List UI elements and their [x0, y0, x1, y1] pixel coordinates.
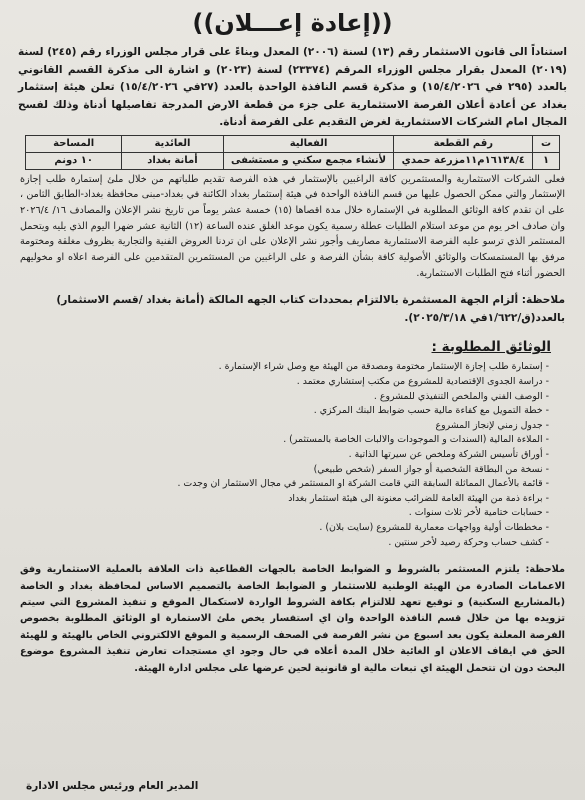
cell-plot-number: ١٦١٣٨/٤م١١مزرعة حمدي: [394, 152, 533, 169]
list-item: - دراسة الجدوى الإقتصادية للمشروع من مكتب إستشاري معتمد .: [296, 376, 549, 388]
note-owner-constraints: ملاحظة: ألزام الجهة المستثمرة بالالتزام بمحددات كتاب الجهه المالكة (أمانة بغداد /قسم الاستثمار) بالعدد(ق/١/٦٢٢في ٢٠٢٥/٣/١٨).: [56, 294, 565, 325]
list-item: - قائمة بالأعمال المماثلة السابقة التي قامت الشركة او المستثمر في مجال الاستثمار ان وجدت .: [177, 478, 549, 490]
cell-index: ١: [533, 152, 560, 169]
list-item: - مخططات أولية وواجهات معمارية للمشروع (سايت بلان) .: [319, 521, 549, 533]
list-item: - أوراق تأسيس الشركة وملخص عن سيرتها الذاتية .: [348, 448, 549, 460]
table-row: [26, 152, 560, 169]
table-header-row: [26, 135, 560, 152]
list-item: - حسابات ختامية لأخر ثلاث سنوات .: [408, 507, 549, 519]
page-title: ((إعادة إعـــلان)): [192, 9, 393, 37]
list-item: - براءة ذمة من الهيئة العامة للضرائب معنونة الى هيئة استثمار بغداد: [288, 492, 549, 504]
list-item: - خطة التمويل مع كفاءة مالية حسب ضوابط البنك المركزي .: [313, 405, 549, 417]
body-paragraph: فعلى الشركات الاستثمارية والمستثمرين كافة الراغبين بالإستثمار في هذه الفرصة تقديم طلباتهم من خلال ملئ إستمارة طلب إجازة الإستثمار والتي ممكن الحصول عليها من قسم النافذة الواحدة في هيئة إستثمار بغداد الكائنة في بغداد-مبنى محافظة بغداد-الطابق الثامن ، على ان تقدم كافة الوثائق المطلوبة في الإستمارة خلال مدة اقصاها (١٥) خمسة عشر يوماً من تاريخ نشر الإعلان والمصادف ١٦/ ٢٠٢٦/٤ وان صادف اخر يوم من موعد استلام الطلبات عطلة رسمية يكون موعد الغلق عنده الساعة (١٢) الثانية عشر ضهرا اليوم الذي يليه ويتحمل المستثمر الذي ترسو عليه الفرصة الاستثمارية مصاريف وأجور نشر الإعلان على ان تردنا العروض الفنية والتجارية بظروف مغلقة ومختومة مرفق بها المستمسكات والوثائق الأصولية كافة بشأن الفرصة و على الراغبين من المستثمرين المتقدمين على الفرصة اعلاه او مخوليهم الحضور أثناء فتح الطلبات الاستثمارية.: [20, 173, 565, 279]
list-item: - جدول زمني لإنجاز المشروع: [435, 419, 549, 431]
col-header-index: ت: [533, 135, 560, 152]
list-item: - الملاءة المالية (السندات و الموجودات والالبات الخاصة بالمستثمر) .: [283, 434, 549, 446]
documents-list: [14, 360, 571, 550]
signature-block: المدير العام ورئيس مجلس الادارة: [26, 780, 199, 792]
intro-paragraph: استناداً الى قانون الاستثمار رقم (١٣) لسنة (٢٠٠٦) المعدل وبناءً على قرار مجلس الوزراء رقم (٢٤٥) لسنة (٢٠١٩) المعدل بقرار مجلس الوزراء المرقم (٢٣٣٧٤) لسنة (٢٠٢٣) و اشارة الى مذكرة القسم القانوني بالعدد (٢٩٥ في ١٥/٤/٢٠٢٦) و مذكرة قسم النافذة الواحدة بالعدد (٢٧في ١٥/٤/٢٠٢٦) تعلن هيئة إستثمار بغداد عن أعادة أعلان الفرصة الاستثمارية على جزء من قطعة الارض المدرجة تفاصيلها أدناة وذلك لفسح المجال امام الشركات الاستثمارية لغرض التقديم على الفرصة أدناة.: [18, 46, 567, 128]
list-item: - الوصف الفني والملخص التنفيذي للمشروع .: [373, 390, 549, 402]
list-item: - كشف حساب وحركة رصيد لأخر سنتين .: [388, 536, 549, 548]
cell-area: ١٠ دونم: [26, 152, 122, 169]
col-header-activity: الفعالية: [223, 135, 394, 152]
col-header-area: المساحة: [26, 135, 122, 152]
land-plot-table: [25, 135, 560, 170]
cell-ownership: أمانة بغداد: [122, 152, 223, 169]
documents-title: الوثائق المطلوبة :: [431, 339, 551, 356]
list-item: - نسخة من البطاقة الشخصية أو جواز السفر (شخص طبيعي): [313, 463, 549, 475]
col-header-plot-number: رقم القطعة: [394, 135, 533, 152]
note-investor-obligations: ملاحظة: يلتزم المستثمر بالشروط و الضوابط الخاصة بالجهات القطاعية ذات العلاقة بالعملية الاستثمارية وفق الاعمامات الصادرة من الهيئة الوطنية للاستثمار و الضوابط الخاصة بالتصميم الاساس لمحافظة بغداد و الخاصة (بالمشاريع السكنية) و توقيع تعهد للالتزام بكافة الشروط الواردة لاستكمال الموقع و تنفيذ المشروع التي سيتم تزويده بها من خلال قسم النافذة الواحدة وان اي استفسار يخص ملئ الاستمارة او الوثائق المطلوبة بخصوص الفرصة المعلنة يكون بعد اسبوع من نشر الفرصة في الصحف الرسمية و الموقع الالكتروني الخاص بالهيئة و للهيئة الحق في ايقاف الاعلان او الغائية خلال المدة أعلاه في حال وجود اي مستجدات تعارض تنفيذ المشروع موضوع البحث دون ان تتحمل الهيئة اي تبعات مالية او قانونية لحين عرضها على مجلس ادارة الهيئة.: [20, 564, 565, 674]
cell-activity: لأنشاء مجمع سكني و مستشفى: [223, 152, 394, 169]
list-item: - إستمارة طلب إجازة الإستثمار مختومة ومصدقة من الهيئة مع وصل شراء الإستمارة .: [218, 361, 549, 373]
col-header-ownership: العائدية: [122, 135, 223, 152]
